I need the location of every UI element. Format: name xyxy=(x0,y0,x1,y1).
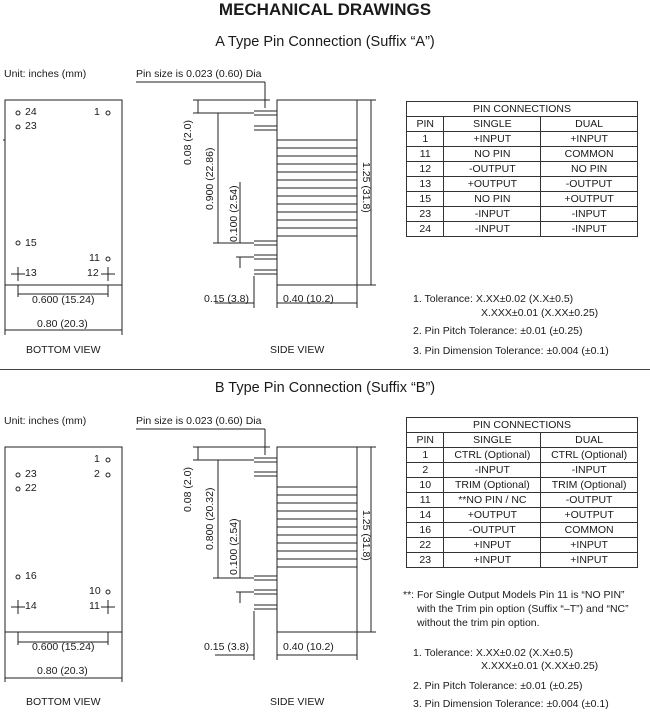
table-cell: +OUTPUT xyxy=(541,192,638,207)
table-cell: 16 xyxy=(407,523,444,538)
section-b-title: B Type Pin Connection (Suffix “B”) xyxy=(214,380,436,396)
table-cell: +INPUT xyxy=(541,132,638,147)
table-cell: 12 xyxy=(407,162,444,177)
section-a-side-view-label: SIDE VIEW xyxy=(270,344,325,356)
section-a-bottom-view-label: BOTTOM VIEW xyxy=(26,344,101,356)
section-b-pin-table xyxy=(406,417,638,568)
table-cell: TRIM (Optional) xyxy=(541,478,638,493)
section-b-note-1b: X.XXX±0.01 (X.XX±0.25) xyxy=(481,660,599,672)
section-a-dim-pin-spacing: 0.600 (15.24) xyxy=(32,294,95,306)
table-cell: **NO PIN / NC xyxy=(444,493,541,508)
section-b-bottom-view-label: BOTTOM VIEW xyxy=(26,696,101,708)
section-b-footnote-3: without the trim pin option. xyxy=(417,617,540,629)
section-a-header-single: SINGLE xyxy=(444,117,541,132)
table-cell: 14 xyxy=(407,508,444,523)
section-a-dim-side-depth: 0.40 (10.2) xyxy=(283,293,334,305)
section-b-pin-label-ml: 16 xyxy=(25,570,37,582)
table-cell: +INPUT xyxy=(444,132,541,147)
table-cell: CTRL (Optional) xyxy=(541,448,638,463)
section-a-dim-v-pitch: 0.100 (2.54) xyxy=(228,185,240,242)
section-b-dim-v-pitch: 0.100 (2.54) xyxy=(228,518,240,575)
table-row xyxy=(407,523,638,538)
section-b-pin-label-tl: 23 xyxy=(25,468,37,480)
table-row xyxy=(407,538,638,553)
section-b-bottom-view-outline xyxy=(5,447,122,632)
table-cell: +INPUT xyxy=(444,538,541,553)
table-row xyxy=(407,508,638,523)
section-a-header-dual: DUAL xyxy=(541,117,638,132)
table-cell: NO PIN xyxy=(541,162,638,177)
table-cell: -OUTPUT xyxy=(444,162,541,177)
section-b-table-caption: PIN CONNECTIONS xyxy=(407,418,638,433)
table-cell: +OUTPUT xyxy=(444,508,541,523)
section-b-dim-side-depth: 0.40 (10.2) xyxy=(283,641,334,653)
section-a-title: A Type Pin Connection (Suffix “A”) xyxy=(215,34,435,50)
table-cell: TRIM (Optional) xyxy=(444,478,541,493)
section-b-pin-label-tl2: 22 xyxy=(25,482,37,494)
section-b-header-pin: PIN xyxy=(407,433,444,448)
section-b-dim-pin-spacing: 0.600 (15.24) xyxy=(32,641,95,653)
section-a-dim-side-offset: 0.15 (3.8) xyxy=(204,293,249,305)
table-cell: -OUTPUT xyxy=(444,523,541,538)
section-b-pin-label-br: 11 xyxy=(89,600,100,612)
section-a-dim-v-top: 0.08 (2.0) xyxy=(182,120,194,165)
section-a-header-pin: PIN xyxy=(407,117,444,132)
table-cell: NO PIN xyxy=(444,147,541,162)
table-cell: COMMON xyxy=(541,523,638,538)
table-cell: 2 xyxy=(407,463,444,478)
table-row xyxy=(407,463,638,478)
section-a-note-3: 3. Pin Dimension Tolerance: ±0.004 (±0.1) xyxy=(413,345,609,357)
section-b-note-2: 2. Pin Pitch Tolerance: ±0.01 (±0.25) xyxy=(413,680,583,692)
table-row xyxy=(407,493,638,508)
section-b-pin-label-tr2: 2 xyxy=(94,468,100,480)
section-b-footnote-2: with the Trim pin option (Suffix “–T”) and “NC” xyxy=(417,603,629,615)
section-b-pin-label-br-top: 10 xyxy=(89,585,101,597)
section-a-pin-label-ml: 15 xyxy=(25,237,37,249)
section-b-side-view-outline xyxy=(277,447,357,632)
table-cell: +OUTPUT xyxy=(444,177,541,192)
section-b-side-view-label: SIDE VIEW xyxy=(270,696,325,708)
table-cell: +INPUT xyxy=(541,538,638,553)
section-b-dim-side-offset: 0.15 (3.8) xyxy=(204,641,249,653)
section-b-dim-width: 0.80 (20.3) xyxy=(37,665,88,677)
section-b-header-dual: DUAL xyxy=(541,433,638,448)
section-a-pin-label-br: 12 xyxy=(87,267,99,279)
section-a-dim-v-span: 0.900 (22.86) xyxy=(204,147,216,210)
section-b-dim-v-span: 0.800 (20.32) xyxy=(204,487,216,550)
section-b-note-3: 3. Pin Dimension Tolerance: ±0.004 (±0.1) xyxy=(413,698,609,710)
section-a-pin-label-tl2: 23 xyxy=(25,120,37,132)
table-cell: 23 xyxy=(407,553,444,568)
table-cell: -INPUT xyxy=(541,463,638,478)
table-cell: -INPUT xyxy=(444,222,541,237)
section-a-pin-size-label: Pin size is 0.023 (0.60) Dia xyxy=(136,68,262,80)
section-a-note-1: 1. Tolerance: X.XX±0.02 (X.X±0.5) xyxy=(413,293,574,305)
section-a-pin-label-br-top: 11 xyxy=(89,252,100,264)
table-row xyxy=(407,478,638,493)
table-cell: +OUTPUT xyxy=(541,508,638,523)
table-cell: 1 xyxy=(407,132,444,147)
section-a-pin-label-tr: 1 xyxy=(94,106,100,118)
section-a-note-1b: X.XXX±0.01 (X.XX±0.25) xyxy=(481,307,599,319)
section-a-unit-label: Unit: inches (mm) xyxy=(4,68,87,80)
table-cell: 10 xyxy=(407,478,444,493)
table-cell: +INPUT xyxy=(541,553,638,568)
section-a-pin-label-bl: 13 xyxy=(25,267,37,279)
table-row xyxy=(407,553,638,568)
section-b-dim-v-top: 0.08 (2.0) xyxy=(182,467,194,512)
section-a-note-2: 2. Pin Pitch Tolerance: ±0.01 (±0.25) xyxy=(413,325,583,337)
table-cell: 11 xyxy=(407,147,444,162)
section-b-pin-label-tr: 1 xyxy=(94,453,100,465)
section-a-dim-v-height: 1.25 (31.8) xyxy=(360,162,372,213)
table-cell: 13 xyxy=(407,177,444,192)
table-cell: -OUTPUT xyxy=(541,177,638,192)
section-b-note-1: 1. Tolerance: X.XX±0.02 (X.X±0.5) xyxy=(413,647,574,659)
section-b-footnote-1: **: For Single Output Models Pin 11 is “NO PIN” xyxy=(403,589,625,601)
section-b-header-single: SINGLE xyxy=(444,433,541,448)
table-cell: -INPUT xyxy=(541,207,638,222)
section-a-pin-label-tl: 24 xyxy=(25,106,37,118)
table-cell: -OUTPUT xyxy=(541,493,638,508)
section-b-pin-size-label: Pin size is 0.023 (0.60) Dia xyxy=(136,415,262,427)
table-cell: 15 xyxy=(407,192,444,207)
table-cell: -INPUT xyxy=(444,207,541,222)
section-a-table-caption: PIN CONNECTIONS xyxy=(407,102,638,117)
table-cell: +INPUT xyxy=(444,553,541,568)
table-cell: 22 xyxy=(407,538,444,553)
section-b-pin-label-bl: 14 xyxy=(25,600,37,612)
table-row xyxy=(407,448,638,463)
table-cell: -INPUT xyxy=(541,222,638,237)
table-cell: CTRL (Optional) xyxy=(444,448,541,463)
table-cell: COMMON xyxy=(541,147,638,162)
section-a-dim-width: 0.80 (20.3) xyxy=(37,318,88,330)
table-cell: 24 xyxy=(407,222,444,237)
table-cell: 1 xyxy=(407,448,444,463)
section-b-dim-v-height: 1.25 (31.8) xyxy=(360,510,372,561)
table-cell: NO PIN xyxy=(444,192,541,207)
page-title: MECHANICAL DRAWINGS xyxy=(218,0,432,19)
table-cell: 23 xyxy=(407,207,444,222)
table-cell: 11 xyxy=(407,493,444,508)
table-cell: -INPUT xyxy=(444,463,541,478)
section-b-unit-label: Unit: inches (mm) xyxy=(4,415,87,427)
